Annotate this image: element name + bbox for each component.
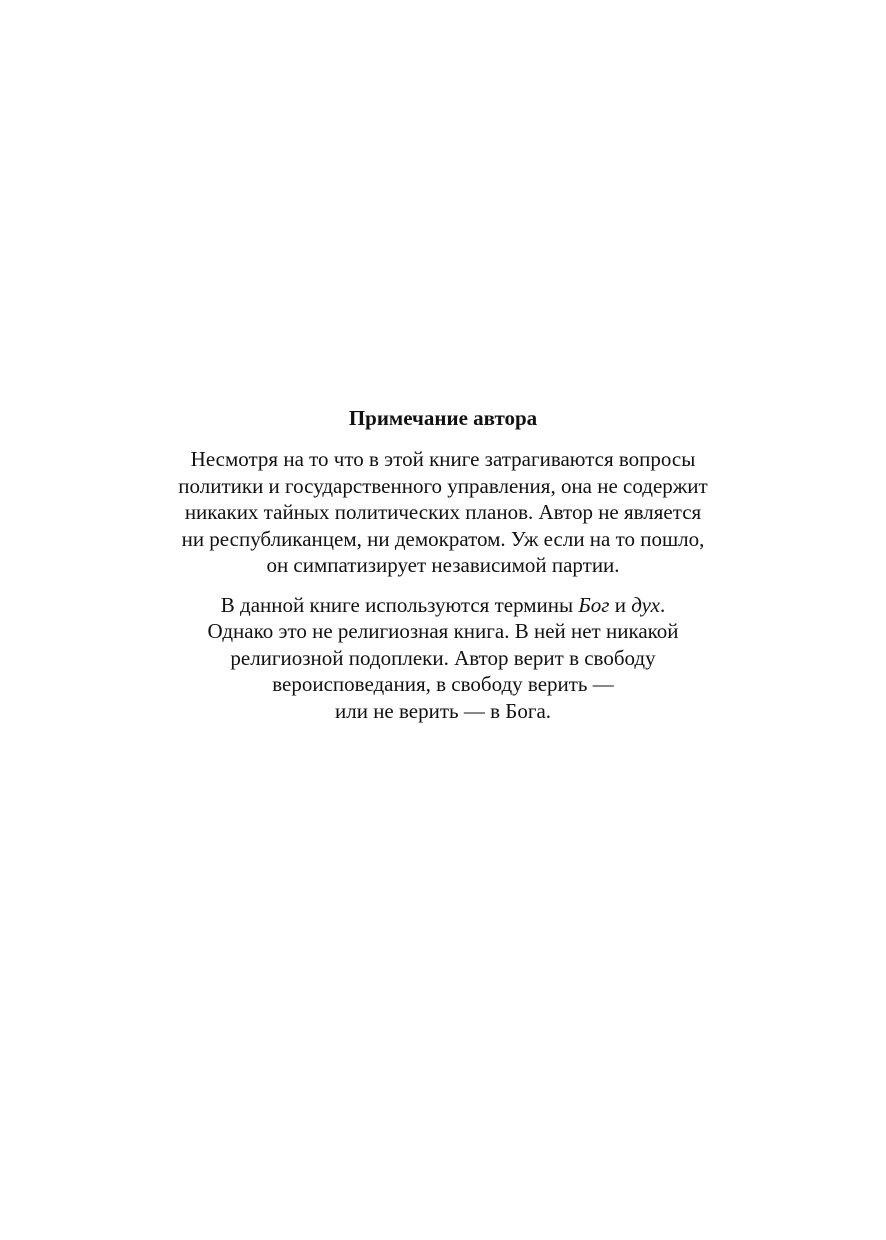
text-segment: В данной книге используются термины	[220, 592, 579, 617]
text-line: ни республиканцем, ни демократом. Уж если на то пошло,	[181, 526, 705, 551]
text-line: вероисповедания, в свободу верить —	[272, 672, 614, 696]
text-line: он симпатизирует независимой партии.	[266, 553, 620, 577]
text-line: Однако это не религиозная книга. В ней нет никакой	[207, 619, 679, 643]
text-line: никаких тайных политических планов. Автор не является	[184, 500, 702, 524]
text-line: политики и государственного управления, она не содержит	[178, 473, 708, 498]
paragraph-religion	[0, 592, 886, 725]
text-line: религиозной подоплеки. Автор верит в свободу	[230, 645, 656, 670]
paragraph-politics	[0, 446, 886, 579]
text-segment: .	[659, 592, 666, 617]
text-line-with-terms	[0, 592, 886, 619]
term-god: Бог	[578, 592, 610, 617]
author-note	[0, 404, 886, 737]
text-line: Несмотря на то что в этой книге затрагиваются вопросы	[190, 447, 696, 471]
note-title: Примечание автора	[348, 406, 538, 430]
term-spirit: дух	[631, 592, 660, 617]
text-line: или не верить — в Бога.	[334, 698, 552, 723]
text-segment: и	[609, 592, 632, 617]
